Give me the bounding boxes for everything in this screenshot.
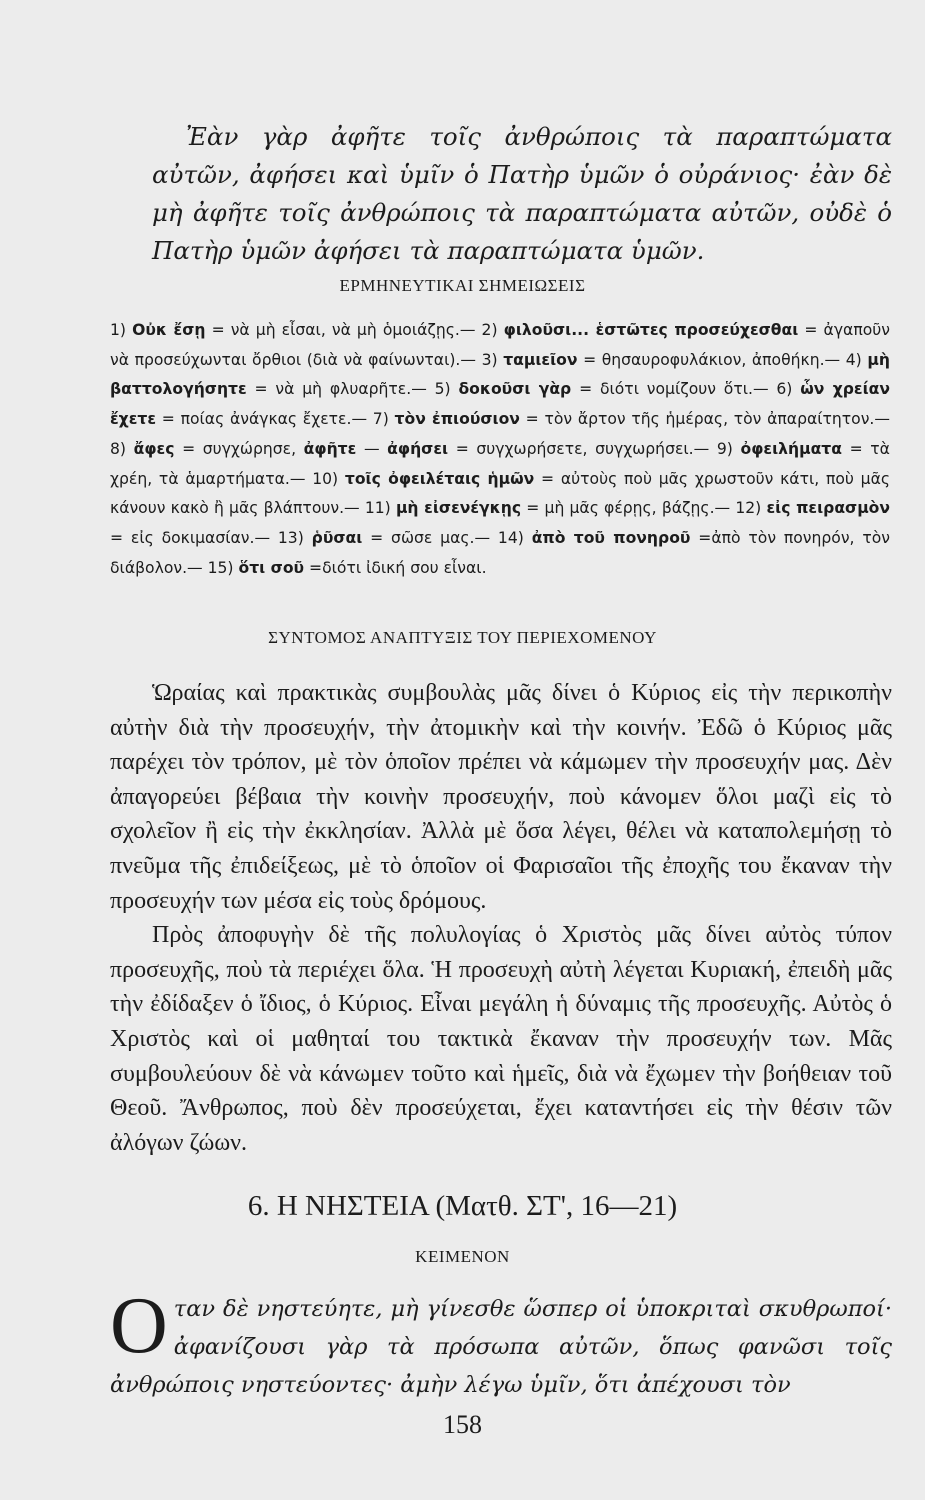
note-term: ἄφες <box>133 439 175 458</box>
note-term: τὸν ἐπιούσιον <box>394 410 520 429</box>
text-heading: ΚΕΙΜΕΝΟΝ <box>415 1247 510 1266</box>
note-term: φιλοῦσι... ἑστῶτες προσεύχεσθαι <box>503 321 799 339</box>
note-term: εἰς πειρασμὸν <box>766 499 891 518</box>
note-term: ἀφήσει <box>387 439 449 458</box>
scripture-paragraph <box>110 1282 892 1404</box>
note-term: Οὐκ ἔσῃ <box>132 321 206 339</box>
note-term: ὀφειλήματα <box>740 439 842 458</box>
note-term: ἀπὸ τοῦ πονηροῦ <box>531 528 691 547</box>
note-term: ῥῦσαι <box>311 528 363 547</box>
note-term: μὴ βαττολογήσητε <box>110 350 890 399</box>
notes-paragraph: 1) Οὐκ ἔσῃ = νὰ μὴ εἶσαι, νὰ μὴ ὁμοιάζῃς.— 2) φιλοῦσι... ἑστῶτες προσεύχεσθαι = ἀγαποῦν νὰ προσεύχωνται ὄρθιοι (διὰ νὰ φαίνωνται).— 3) ταμιεῖον = θησαυροφυλάκιον, ἀποθήκη.— 4) μὴ βαττολογήσητε = νὰ μὴ φλυαρῆτε.— 5) δοκοῦσι γὰρ = διότι νομίζουν ὅτι.— 6) ὧν χρείαν ἔχετε = ποίας ἀνάγκας ἔχετε.— 7) τὸν ἐπιούσιον = τὸν ἄρτον τῆς ἡμέρας, τὸν ἀπαραίτητον.— 8) ἄφες = συγχώρησε, ἀφῆτε — ἀφήσει = συγχωρήσετε, συγχωρήσει.— 9) ὀφειλήματα = τὰ χρέη, τὰ ἁμαρτήματα.— 10) τοῖς ὀφειλέταις ἡμῶν = αὐτοὺς ποὺ μᾶς χρωστοῦν κάτι, ποὺ μᾶς κάνουν κακὸ ἢ μᾶς βλάπτουν.— 11) μὴ εἰσενέγκῃς = μὴ μᾶς φέρῃς, βάζῃς.— 12) εἰς πειρασμὸν = εἰς δοκιμασίαν.— 13) ῥῦσαι = σῶσε μας.— 14) ἀπὸ τοῦ πονηροῦ =ἀπὸ τὸν πονηρόν, τὸν διάβολον.— 15) ὅτι σοῦ =διότι ἰδική σου εἶναι. <box>110 321 891 577</box>
page-number: 158 <box>443 1410 482 1439</box>
note-term: μὴ εἰσενέγκῃς <box>395 499 522 518</box>
notes-heading: ΕΡΜΗΝΕΥΤΙΚΑΙ ΣΗΜΕΙΩΣΕΙΣ <box>339 276 586 295</box>
drop-cap: Ο <box>110 1282 168 1370</box>
verse-text: Ἐὰν γὰρ ἀφῆτε τοῖς ἀνθρώποις τὰ παραπτώματα αὐτῶν, ἀφήσει καὶ ὑμῖν ὁ Πατὴρ ὑμῶν ὁ οὐράνιος· ἐὰν δὲ μὴ ἀφῆτε τοῖς ἀνθρώποις τὰ παραπτώματα αὐτῶν, οὐδὲ ὁ Πατὴρ ὑμῶν ἀφήσει τὰ παραπτώματα ὑμῶν. <box>152 122 892 265</box>
summary-heading: ΣΥΝΤΟΜΟΣ ΑΝΑΠΤΥΞΙΣ ΤΟΥ ΠΕΡΙΕΧΟΜΕΝΟΥ <box>268 628 657 647</box>
scripture-text-block <box>110 1282 892 1404</box>
summary-paragraph: Ὡραίας καὶ πρακτικὰς συμβουλὰς μᾶς δίνει ὁ Κύριος εἰς τὴν περικοπὴν αὐτὴν διὰ τὴν προσευχήν, τὴν ἀτομικὴν καὶ τὴν κοινήν. Ἐδῶ ὁ Κύριος μᾶς παρέχει τὸν τρόπον, μὲ τὸν ὁποῖον πρέπει νὰ κάμωμεν τὴν προσευχήν μας. Δὲν ἀπαγορεύει βέβαια τὴν κοινὴν προσευχήν, ποὺ κάνομεν ὅλοι μαζὶ εἰς τὸ σχολεῖον ἢ εἰς τὴν ἐκκλησίαν. Ἀλλὰ μὲ ὅσα λέγει, θέλει νὰ καταπολεμήσῃ τὸ πνεῦμα τῆς ἐπιδείξεως, μὲ τὸ ὁποῖον οἱ Φαρισαῖοι τῆς ἐποχῆς του ἔκαναν τὴν προσευχήν των μέσα εἰς τοὺς δρόμους. <box>110 680 892 914</box>
verse-block <box>152 118 892 270</box>
notes-block <box>110 316 890 583</box>
note-term: ταμιεῖον <box>503 350 578 369</box>
scripture-text: ταν δὲ νηστεύητε, μὴ γίνεσθε ὥσπερ οἱ ὑποκριταὶ σκυθρωποί· ἀφανίζουσι γὰρ τὰ πρόσωπα αὐτῶν, ὅπως φανῶσι τοῖς ἀνθρώποις νηστεύοντες· ἀμὴν λέγω ὑμῖν, ὅτι ἀπέχουσι τὸν <box>110 1296 892 1398</box>
note-term: ὧν χρείαν ἔχετε <box>110 380 891 429</box>
chapter-title: 6. Η ΝΗΣΤΕΙΑ (Ματθ. ΣΤ', 16—21) <box>247 1190 678 1222</box>
summary-block <box>110 676 892 1160</box>
summary-paragraph: Πρὸς ἀποφυγὴν δὲ τῆς πολυλογίας ὁ Χριστὸς μᾶς δίνει αὐτὸς τύπον προσευχῆς, ποὺ τὰ περιέχει ὅλα. Ἡ προσευχὴ αὐτὴ λέγεται Κυριακή, ἐπειδὴ μᾶς τὴν ἐδίδαξεν ὁ ἴδιος, ὁ Κύριος. Εἶναι μεγάλη ἡ δύναμις τῆς προσευχῆς. Αὐτὸς ὁ Χριστὸς καὶ οἱ μαθηταί του τακτικὰ ἔκαναν τὴν προσευχήν των. Μᾶς συμβουλεύουν δὲ νὰ κάνωμεν τοῦτο καὶ ἡμεῖς, διὰ νὰ ἔχωμεν τὴν βοήθειαν τοῦ Θεοῦ. Ἄνθρωπος, ποὺ δὲν προσεύχεται, ἔχει καταντήσει εἰς τὴν θέσιν τῶν ἀλόγων ζώων. <box>110 922 892 1156</box>
note-term: δοκοῦσι γὰρ <box>458 380 572 399</box>
note-term: ὅτι σοῦ <box>238 558 305 577</box>
note-term: ἀφῆτε <box>303 439 357 458</box>
note-term: τοῖς ὀφειλέταις ἡμῶν <box>344 469 535 488</box>
